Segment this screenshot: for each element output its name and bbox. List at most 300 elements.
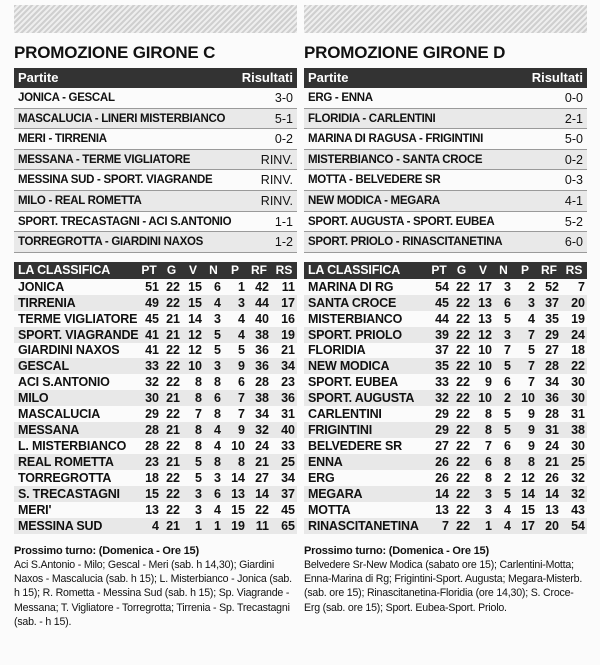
goals-for-cell: 24 <box>545 439 559 454</box>
points-cell: 33 <box>137 358 161 374</box>
goals-for-header: RF <box>537 262 561 279</box>
match-score: 0-2 <box>564 152 583 167</box>
result-row <box>304 109 587 130</box>
team-name: MOTTA <box>308 502 351 517</box>
won-cell: 8 <box>485 470 492 485</box>
points-cell: 26 <box>435 470 449 485</box>
goals-against-cell: 37 <box>271 486 297 502</box>
drawn-cell: 6 <box>204 486 223 502</box>
team-name: FLORIDIA <box>308 343 366 358</box>
match-name: NEW MODICA - MEGARA <box>308 194 440 207</box>
team-name: SANTA CROCE <box>304 295 427 311</box>
team-name: ERG <box>308 470 335 485</box>
goals-against-cell: 45 <box>281 502 295 517</box>
standings-row <box>304 311 587 327</box>
standings-title: LA CLASSIFICA <box>304 262 427 279</box>
team-name: MASCALUCIA <box>18 407 101 422</box>
goals-against-cell: 19 <box>571 311 585 326</box>
result-row <box>304 129 587 150</box>
drawn-cell: 4 <box>204 422 223 438</box>
lost-cell: 19 <box>223 518 247 534</box>
won-cell: 14 <box>188 311 202 326</box>
standings-row <box>304 486 587 502</box>
header-hatch-band <box>14 5 297 33</box>
won-cell: 8 <box>195 375 202 390</box>
next-round-label: Prossimo turno: (Domenica - Ore 15) <box>14 544 199 557</box>
won-cell: 10 <box>478 343 492 358</box>
played-cell: 22 <box>456 343 470 358</box>
standings-row <box>304 406 587 422</box>
drawn-cell: 5 <box>214 343 221 358</box>
goals-against-cell: 30 <box>561 390 587 406</box>
result-row <box>14 129 297 150</box>
drawn-cell: 6 <box>504 375 511 390</box>
lost-cell: 10 <box>513 390 537 406</box>
drawn-header: N <box>494 262 513 279</box>
points-cell: 45 <box>145 311 159 326</box>
team-name: MILO <box>14 390 137 406</box>
team-name: MISTERBIANCO <box>308 311 403 326</box>
match-name: MESSANA - TERME VIGLIATORE <box>18 153 191 166</box>
standings-row <box>14 343 297 359</box>
match-name: MISTERBIANCO - SANTA CROCE <box>308 153 483 166</box>
team-name: RINASCITANETINA <box>304 518 427 534</box>
drawn-cell: 5 <box>494 486 513 502</box>
match-score: 5-2 <box>564 214 583 229</box>
goals-against-cell: 34 <box>271 358 297 374</box>
result-row <box>14 88 297 109</box>
goals-for-cell: 40 <box>255 311 269 326</box>
standings-row <box>14 327 297 343</box>
lost-cell: 5 <box>238 343 245 358</box>
drawn-cell: 3 <box>214 470 221 485</box>
points-cell: 54 <box>435 279 449 294</box>
goals-against-cell: 18 <box>571 343 585 358</box>
header-hatch-band <box>304 5 587 33</box>
points-cell: 28 <box>137 422 161 438</box>
won-cell: 10 <box>182 358 204 374</box>
played-cell: 21 <box>166 311 180 326</box>
team-name: L. MISTERBIANCO <box>18 439 127 454</box>
goals-against-header: RS <box>271 262 297 279</box>
goals-against-cell: 54 <box>561 518 587 534</box>
standings-row <box>14 518 297 534</box>
goals-against-cell: 22 <box>561 358 587 374</box>
goals-for-cell: 28 <box>255 375 269 390</box>
points-cell: 29 <box>435 407 449 422</box>
drawn-cell: 2 <box>504 470 511 485</box>
standings-row <box>304 502 587 518</box>
played-cell: 22 <box>451 327 472 343</box>
team-name: S. TRECASTAGNI <box>14 486 137 502</box>
points-cell: 4 <box>137 518 161 534</box>
standings-row <box>14 358 297 374</box>
drawn-cell: 6 <box>214 279 221 294</box>
goals-against-cell: 65 <box>271 518 297 534</box>
won-header: V <box>472 262 494 279</box>
drawn-header: N <box>204 262 223 279</box>
won-cell: 12 <box>188 343 202 358</box>
match-name: FLORIDIA - CARLENTINI <box>308 112 436 125</box>
result-row <box>304 232 587 253</box>
team-name: SPORT. EUBEA <box>308 375 398 390</box>
standings-row <box>304 343 587 359</box>
girone-d-standings <box>304 262 587 534</box>
goals-against-cell: 16 <box>281 311 295 326</box>
played-header: G <box>161 262 182 279</box>
standings-row <box>14 438 297 454</box>
goals-against-cell: 25 <box>561 454 587 470</box>
drawn-cell: 4 <box>214 439 221 454</box>
drawn-cell: 6 <box>504 439 511 454</box>
won-cell: 12 <box>182 327 204 343</box>
standings-row <box>304 422 587 438</box>
won-cell: 13 <box>472 295 494 311</box>
standings-row <box>14 470 297 486</box>
points-cell: 27 <box>435 439 449 454</box>
played-cell: 21 <box>161 422 182 438</box>
won-cell: 5 <box>182 454 204 470</box>
played-cell: 22 <box>451 390 472 406</box>
goals-against-cell: 32 <box>571 470 585 485</box>
drawn-cell: 7 <box>504 343 511 358</box>
won-cell: 15 <box>188 279 202 294</box>
standings-row <box>304 518 587 534</box>
match-name: MESSINA SUD - SPORT. VIAGRANDE <box>18 174 213 187</box>
match-score: 1-1 <box>274 214 293 229</box>
match-score: RINV. <box>260 193 293 208</box>
drawn-cell: 3 <box>494 327 513 343</box>
drawn-cell: 3 <box>504 279 511 294</box>
lost-cell: 4 <box>223 327 247 343</box>
match-score: 0-2 <box>274 132 293 147</box>
goals-against-cell: 7 <box>578 279 585 294</box>
drawn-cell: 6 <box>204 390 223 406</box>
lost-cell: 9 <box>528 439 535 454</box>
played-cell: 22 <box>451 486 472 502</box>
team-name: SPORT. VIAGRANDE <box>14 327 137 343</box>
goals-against-cell: 24 <box>561 327 587 343</box>
girone-c-standings <box>14 262 297 534</box>
match-name: TORREGROTTA - GIARDINI NAXOS <box>18 236 203 249</box>
won-cell: 10 <box>472 390 494 406</box>
points-cell: 44 <box>435 311 449 326</box>
drawn-cell: 6 <box>494 295 513 311</box>
lost-cell: 8 <box>513 454 537 470</box>
won-cell: 5 <box>195 470 202 485</box>
goals-for-cell: 13 <box>545 502 559 517</box>
goals-against-cell: 19 <box>271 327 297 343</box>
goals-for-cell: 14 <box>537 486 561 502</box>
lost-cell: 3 <box>223 295 247 311</box>
won-cell: 9 <box>485 375 492 390</box>
points-cell: 26 <box>427 454 451 470</box>
points-cell: 45 <box>427 295 451 311</box>
goals-for-cell: 36 <box>537 390 561 406</box>
team-name: FRIGINTINI <box>304 422 427 438</box>
lost-cell: 6 <box>238 375 245 390</box>
won-cell: 7 <box>195 407 202 422</box>
played-header: G <box>451 262 472 279</box>
played-cell: 22 <box>451 422 472 438</box>
matches-header-label: Partite <box>308 70 349 85</box>
lost-cell: 1 <box>238 279 245 294</box>
lost-cell: 2 <box>528 279 535 294</box>
goals-for-cell: 52 <box>545 279 559 294</box>
result-row <box>304 191 587 212</box>
team-name: JONICA <box>18 279 65 294</box>
lost-cell: 8 <box>223 454 247 470</box>
match-score: 2-1 <box>564 111 583 126</box>
goals-against-cell: 30 <box>571 375 585 390</box>
won-cell: 8 <box>182 390 204 406</box>
goals-for-cell: 21 <box>247 454 271 470</box>
drawn-cell: 8 <box>214 375 221 390</box>
drawn-cell: 8 <box>214 407 221 422</box>
played-cell: 22 <box>166 279 180 294</box>
match-score: 1-2 <box>274 235 293 250</box>
drawn-cell: 5 <box>504 311 511 326</box>
points-cell: 37 <box>435 343 449 358</box>
standings-row <box>304 470 587 486</box>
match-score: 4-1 <box>564 193 583 208</box>
matches-header-label: Partite <box>18 70 59 85</box>
lost-cell: 4 <box>238 311 245 326</box>
points-cell: 33 <box>435 375 449 390</box>
lost-cell: 7 <box>513 358 537 374</box>
goals-for-cell: 36 <box>255 343 269 358</box>
drawn-cell: 4 <box>494 518 513 534</box>
team-name: TIRRENIA <box>14 295 137 311</box>
played-cell: 22 <box>456 311 470 326</box>
points-cell: 51 <box>145 279 159 294</box>
played-cell: 22 <box>161 486 182 502</box>
lost-cell: 17 <box>513 518 537 534</box>
results-header-label: Risultati <box>531 70 583 85</box>
won-cell: 3 <box>195 502 202 517</box>
lost-cell: 7 <box>528 375 535 390</box>
lost-cell: 9 <box>223 422 247 438</box>
next-round-text: Belvedere Sr-New Modica (sabato ore 15); Carlentini-Motta; Enna-Marina di Rg; Frigintini-Sport. Augusta; Megara-Misterb. (sab. ore 15); Rinascitanetina-Floridia (ore 14,30); S. Croce-Erg (sab. ore 15); Sport. Eubea-Sport. Priolo. <box>304 558 583 614</box>
goals-against-cell: 23 <box>281 375 295 390</box>
goals-for-cell: 27 <box>545 343 559 358</box>
points-cell: 29 <box>145 407 159 422</box>
points-cell: 35 <box>427 358 451 374</box>
drawn-cell: 5 <box>494 358 513 374</box>
team-name: BELVEDERE SR <box>308 439 402 454</box>
played-cell: 22 <box>456 470 470 485</box>
played-cell: 22 <box>451 295 472 311</box>
lost-header: P <box>223 262 247 279</box>
goals-for-cell: 29 <box>537 327 561 343</box>
lost-cell: 9 <box>513 422 537 438</box>
standings-row <box>14 422 297 438</box>
team-name: TORREGROTTA <box>18 470 112 485</box>
pts-header: PT <box>427 262 451 279</box>
standings-row <box>14 454 297 470</box>
match-name: SPORT. TRECASTAGNI - ACI S.ANTONIO <box>18 215 232 228</box>
played-cell: 22 <box>456 407 470 422</box>
lost-cell: 3 <box>513 295 537 311</box>
next-round-label: Prossimo turno: (Domenica - Ore 15) <box>304 544 489 557</box>
team-name: GIARDINI NAXOS <box>18 343 120 358</box>
played-cell: 22 <box>451 518 472 534</box>
goals-for-cell: 28 <box>537 358 561 374</box>
goals-against-cell: 25 <box>271 454 297 470</box>
result-row <box>14 109 297 130</box>
team-name: GESCAL <box>14 358 137 374</box>
played-cell: 22 <box>451 454 472 470</box>
lost-cell: 14 <box>231 470 245 485</box>
match-name: MASCALUCIA - LINERI MISTERBIANCO <box>18 112 226 125</box>
goals-against-cell: 38 <box>561 422 587 438</box>
won-cell: 3 <box>472 486 494 502</box>
goals-for-cell: 20 <box>537 518 561 534</box>
won-cell: 6 <box>472 454 494 470</box>
goals-for-cell: 26 <box>545 470 559 485</box>
results-header-label: Risultati <box>241 70 293 85</box>
won-cell: 1 <box>182 518 204 534</box>
girone-c-results <box>14 68 297 253</box>
goals-against-cell: 36 <box>271 390 297 406</box>
match-score: 5-0 <box>564 132 583 147</box>
played-cell: 21 <box>161 390 182 406</box>
team-name: REAL ROMETTA <box>14 454 137 470</box>
won-cell: 8 <box>472 422 494 438</box>
match-name: MERI - TIRRENIA <box>18 133 107 146</box>
lost-cell: 15 <box>231 502 245 517</box>
played-cell: 22 <box>166 343 180 358</box>
match-name: MILO - REAL ROMETTA <box>18 194 142 207</box>
standings-row <box>14 390 297 406</box>
won-cell: 17 <box>478 279 492 294</box>
goals-for-cell: 24 <box>255 439 269 454</box>
lost-header: P <box>513 262 537 279</box>
points-cell: 7 <box>427 518 451 534</box>
goals-for-cell: 38 <box>247 390 271 406</box>
team-name: MESSANA <box>14 422 137 438</box>
goals-against-cell: 40 <box>271 422 297 438</box>
goals-for-cell: 36 <box>247 358 271 374</box>
drawn-cell: 3 <box>214 311 221 326</box>
standings-row <box>14 295 297 311</box>
standings-row <box>304 454 587 470</box>
points-cell: 32 <box>145 375 159 390</box>
goals-for-cell: 34 <box>545 375 559 390</box>
goals-against-cell: 30 <box>571 439 585 454</box>
standings-row <box>14 374 297 390</box>
girone-d-column <box>304 0 587 615</box>
lost-cell: 9 <box>528 407 535 422</box>
played-cell: 22 <box>161 358 182 374</box>
drawn-cell: 4 <box>204 295 223 311</box>
next-round-text: Aci S.Antonio - Milo; Gescal - Meri (sab. h 14,30); Giardini Naxos - Mascalucia (sab. h 15); L. Misterbianco - Jonica (sab. h 15); R. Rometta - Messina Sud (sab. h 15); Sp. Viagrande - Messana; T. Vigliatore - Torregrotta; Tirrenia - Sp. Trecastagni (sab. - h 15). <box>14 558 292 628</box>
result-row <box>14 170 297 191</box>
drawn-cell: 8 <box>494 454 513 470</box>
drawn-cell: 2 <box>494 390 513 406</box>
girone-c-title: PROMOZIONE GIRONE C <box>14 43 216 62</box>
drawn-cell: 4 <box>504 502 511 517</box>
points-cell: 49 <box>137 295 161 311</box>
goals-against-cell: 11 <box>281 279 295 294</box>
points-cell: 41 <box>145 343 159 358</box>
goals-for-cell: 44 <box>247 295 271 311</box>
goals-for-header: RF <box>247 262 271 279</box>
drawn-cell: 8 <box>204 454 223 470</box>
drawn-cell: 1 <box>204 518 223 534</box>
goals-for-cell: 27 <box>255 470 269 485</box>
goals-against-cell: 43 <box>571 502 585 517</box>
team-name: ACI S.ANTONIO <box>18 375 110 390</box>
won-cell: 7 <box>485 439 492 454</box>
girone-c-column <box>14 0 297 629</box>
played-cell: 21 <box>161 518 182 534</box>
won-cell: 10 <box>472 358 494 374</box>
points-cell: 30 <box>137 390 161 406</box>
results-header <box>14 68 297 88</box>
goals-for-cell: 37 <box>537 295 561 311</box>
won-cell: 8 <box>182 422 204 438</box>
goals-for-cell: 21 <box>537 454 561 470</box>
standings-row <box>14 486 297 502</box>
girone-d-next-round <box>304 544 587 615</box>
match-score: 5-1 <box>274 111 293 126</box>
team-name: MESSINA SUD <box>14 518 137 534</box>
match-score: RINV. <box>260 152 293 167</box>
points-cell: 32 <box>427 390 451 406</box>
played-cell: 22 <box>166 470 180 485</box>
points-cell: 13 <box>145 502 159 517</box>
lost-cell: 7 <box>513 327 537 343</box>
result-row <box>14 150 297 171</box>
goals-for-cell: 22 <box>255 502 269 517</box>
drawn-cell: 3 <box>204 358 223 374</box>
result-row <box>14 191 297 212</box>
lost-cell: 14 <box>513 486 537 502</box>
drawn-cell: 5 <box>504 407 511 422</box>
lost-cell: 12 <box>521 470 535 485</box>
points-cell: 18 <box>145 470 159 485</box>
points-cell: 41 <box>137 327 161 343</box>
lost-cell: 7 <box>223 390 247 406</box>
points-cell: 13 <box>435 502 449 517</box>
won-cell: 3 <box>485 502 492 517</box>
goals-for-cell: 11 <box>247 518 271 534</box>
goals-against-cell: 31 <box>281 407 295 422</box>
goals-for-cell: 42 <box>255 279 269 294</box>
goals-for-cell: 35 <box>545 311 559 326</box>
match-score: 0-0 <box>564 91 583 105</box>
match-score: RINV. <box>260 173 293 188</box>
team-name: MEGARA <box>304 486 427 502</box>
match-name: JONICA - GESCAL <box>18 92 115 104</box>
match-score: 3-0 <box>274 91 293 105</box>
match-name: MOTTA - BELVEDERE SR <box>308 174 441 187</box>
played-cell: 21 <box>161 454 182 470</box>
drawn-cell: 5 <box>494 422 513 438</box>
points-cell: 28 <box>145 439 159 454</box>
pts-header: PT <box>137 262 161 279</box>
girone-c-next-round <box>14 544 297 629</box>
match-name: MARINA DI RAGUSA - FRIGINTINI <box>308 133 484 146</box>
goals-for-cell: 32 <box>247 422 271 438</box>
standings-row <box>14 279 297 295</box>
team-name: MARINA DI RG <box>308 279 394 294</box>
standings-row <box>14 311 297 327</box>
lost-cell: 4 <box>528 311 535 326</box>
standings-row <box>304 438 587 454</box>
girone-d-title: PROMOZIONE GIRONE D <box>304 43 506 62</box>
